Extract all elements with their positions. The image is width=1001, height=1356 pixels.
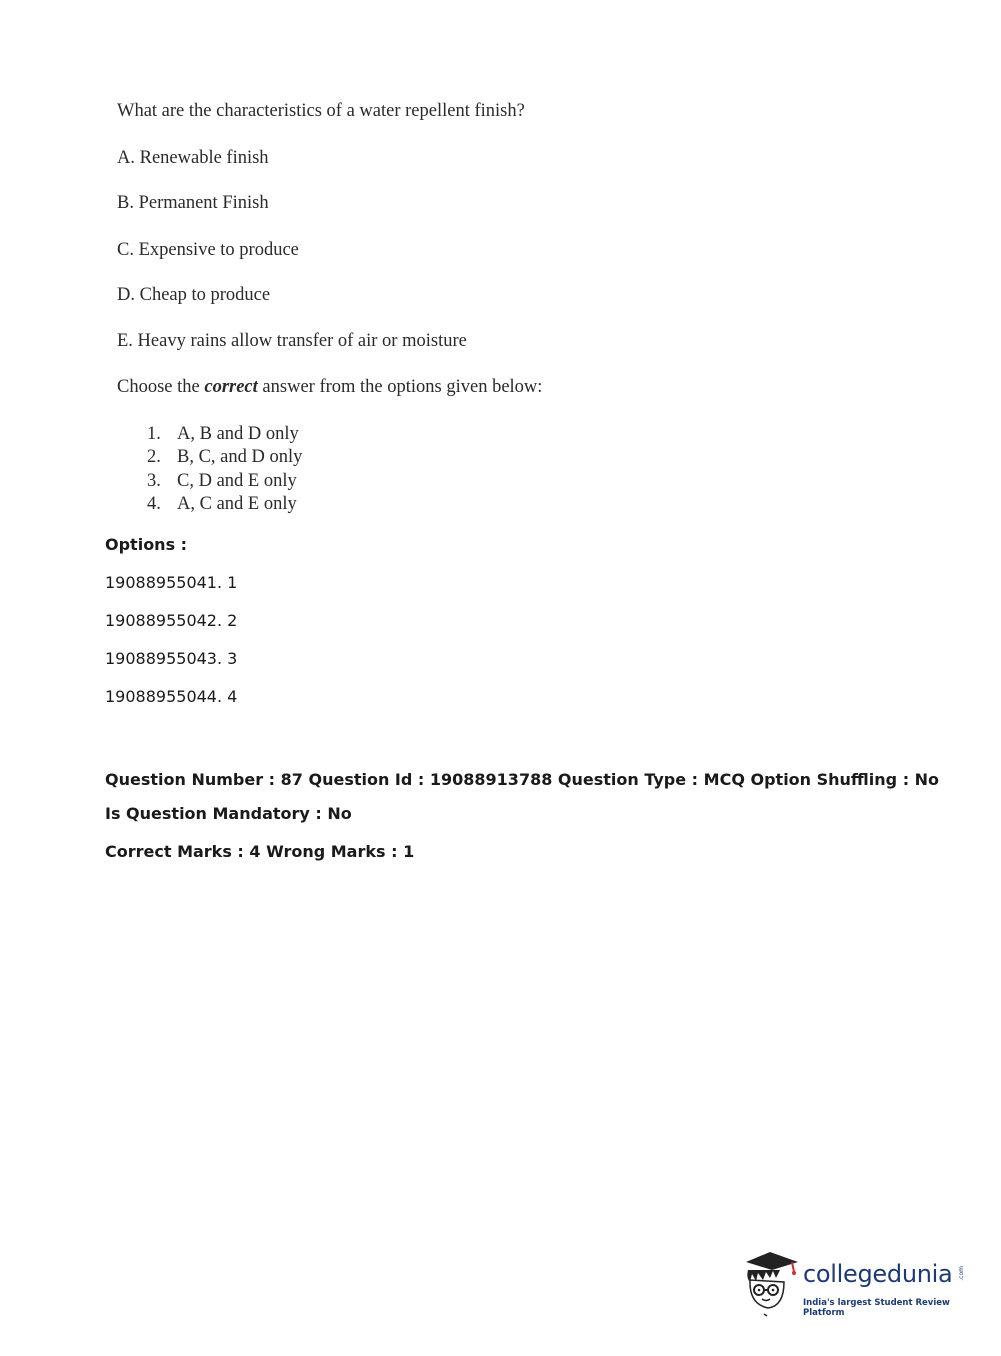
meta-marks: Correct Marks : 4 Wrong Marks : 1 — [105, 842, 415, 861]
option-item: 19088955044. 4 — [105, 687, 238, 706]
answer-choice — [147, 470, 302, 493]
answer-choice — [147, 446, 302, 469]
statement-a: A. Renewable finish — [117, 148, 269, 168]
meta-question-info: Question Number : 87 Question Id : 19088913788 Question Type : MCQ Option Shuffling : No — [105, 770, 940, 789]
answer-choice — [147, 423, 302, 446]
options-heading: Options : — [105, 535, 188, 554]
question-text: What are the characteristics of a water repellent finish? — [117, 101, 525, 121]
collegedunia-logo — [740, 1248, 972, 1318]
option-item: 19088955042. 2 — [105, 611, 238, 630]
statement-d: D. Cheap to produce — [117, 285, 271, 305]
statement-e: E. Heavy rains allow transfer of air or moisture — [117, 331, 467, 351]
mascot-graduate-icon — [740, 1248, 804, 1318]
logo-wordmark: collegedunia — [803, 1260, 953, 1288]
choose-emphasis: correct — [204, 377, 258, 397]
choose-instruction — [117, 377, 542, 398]
answer-choice-number: 1. — [147, 424, 161, 444]
option-item: 19088955043. 3 — [105, 649, 238, 668]
choose-suffix: answer from the options given below: — [257, 377, 543, 397]
choose-prefix: Choose the — [117, 377, 205, 397]
answer-choice-text: A, B and D only — [177, 424, 299, 444]
statement-b: B. Permanent Finish — [117, 193, 269, 213]
answer-choice-number: 3. — [147, 470, 161, 491]
answer-choice-text: C, D and E only — [177, 470, 297, 491]
answer-choice-text: A, C and E only — [177, 493, 297, 514]
answer-choice-list — [147, 423, 302, 516]
logo-tagline: India's largest Student Review Platform — [803, 1298, 950, 1318]
answer-choice-number: 2. — [147, 447, 161, 468]
meta-mandatory: Is Question Mandatory : No — [105, 804, 352, 823]
option-item: 19088955041. 1 — [105, 573, 238, 592]
answer-choice-text: B, C, and D only — [177, 447, 303, 468]
statement-c: C. Expensive to produce — [117, 240, 299, 260]
answer-choice — [147, 493, 302, 516]
answer-choice-number: 4. — [147, 493, 161, 514]
logo-dotcom: .com — [958, 1266, 965, 1281]
